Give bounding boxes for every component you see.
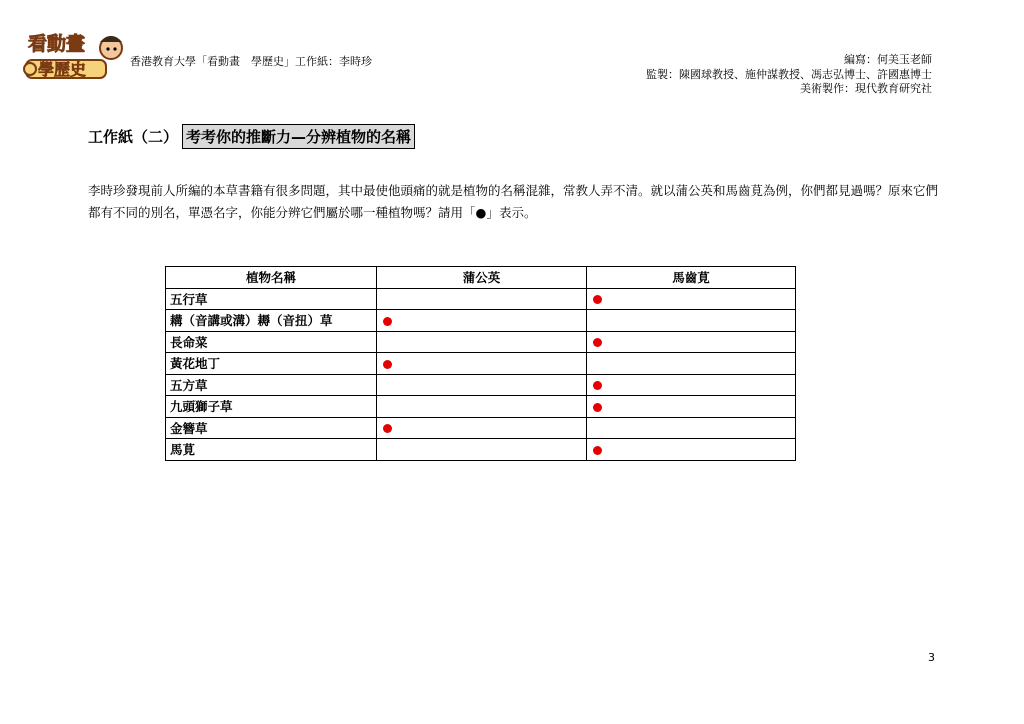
credit-author: 編寫：何美玉老師 xyxy=(844,53,932,66)
table-row xyxy=(166,396,796,418)
dandelion-cell xyxy=(377,288,587,310)
red-dot-marker xyxy=(593,381,602,390)
plant-name-cell: 五方草 xyxy=(166,374,377,396)
page-number: 3 xyxy=(928,651,935,664)
purslane-cell xyxy=(587,396,796,418)
red-dot-marker xyxy=(383,424,392,433)
plant-name-cell: 金簪草 xyxy=(166,417,377,439)
table-row xyxy=(166,439,796,461)
plant-name-cell: 五行草 xyxy=(166,288,377,310)
plant-name-cell: 耩（音講或溝）耨（音扭）草 xyxy=(166,310,377,332)
red-dot-marker xyxy=(593,446,602,455)
table-header-row xyxy=(166,267,796,289)
red-dot-marker xyxy=(593,295,602,304)
purslane-cell xyxy=(587,288,796,310)
table-row xyxy=(166,331,796,353)
purslane-cell xyxy=(587,310,796,332)
table-row xyxy=(166,374,796,396)
dandelion-cell xyxy=(377,331,587,353)
dandelion-cell xyxy=(377,374,587,396)
cartoon-character-icon xyxy=(100,36,122,59)
dandelion-cell xyxy=(377,310,587,332)
plant-name-cell: 九頭獅子草 xyxy=(166,396,377,418)
header-dandelion: 蒲公英 xyxy=(377,267,587,289)
red-dot-marker xyxy=(383,317,392,326)
credit-producers: 監製：陳國球教授、施仲謀教授、馮志弘博士、許國惠博士 xyxy=(646,67,932,81)
header-plant-name: 植物名稱 xyxy=(166,267,377,289)
red-dot-marker xyxy=(593,403,602,412)
purslane-cell xyxy=(587,374,796,396)
logo-line2: 學歷史 xyxy=(38,60,87,79)
dandelion-cell xyxy=(377,353,587,375)
worksheet-heading xyxy=(88,124,415,149)
plant-name-cell: 馬莧 xyxy=(166,439,377,461)
intro-paragraph xyxy=(88,180,948,224)
header-purslane: 馬齒莧 xyxy=(587,267,796,289)
plant-table xyxy=(165,266,796,461)
intro-text: 李時珍發現前人所編的本草書籍有很多問題，其中最使他頭痛的就是植物的名稱混雜，常教人弄不清。就以蒲公英和馬齒莧為例，你們都見過嗎？原來它們都有不同的別名，單憑名字，你能分辨它們屬於哪一種植物嗎？請用「 xyxy=(88,183,939,220)
intro-text-end: 」表示。 xyxy=(486,205,537,220)
plant-name-cell: 長命菜 xyxy=(166,331,377,353)
worksheet-subtitle: 考考你的推斷力—分辨植物的名稱 xyxy=(182,124,415,149)
header-title: 香港教育大學「看動畫 學歷史」工作紙：李時珍 xyxy=(130,55,372,68)
plant-name-cell: 黃花地丁 xyxy=(166,353,377,375)
credit-art: 美術製作：現代教育研究社 xyxy=(800,82,932,95)
purslane-cell xyxy=(587,439,796,461)
credits xyxy=(646,53,932,97)
table-row xyxy=(166,353,796,375)
logo-line1: 看動畫 xyxy=(28,33,86,55)
logo xyxy=(20,26,128,82)
red-dot-marker xyxy=(383,360,392,369)
purslane-cell xyxy=(587,331,796,353)
dandelion-cell xyxy=(377,396,587,418)
dandelion-cell xyxy=(377,439,587,461)
dot-symbol: ● xyxy=(475,205,487,220)
worksheet-title: 工作紙（二） xyxy=(88,128,179,146)
red-dot-marker xyxy=(593,338,602,347)
table-row xyxy=(166,417,796,439)
table-row xyxy=(166,288,796,310)
purslane-cell xyxy=(587,353,796,375)
dandelion-cell xyxy=(377,417,587,439)
table-row xyxy=(166,310,796,332)
purslane-cell xyxy=(587,417,796,439)
